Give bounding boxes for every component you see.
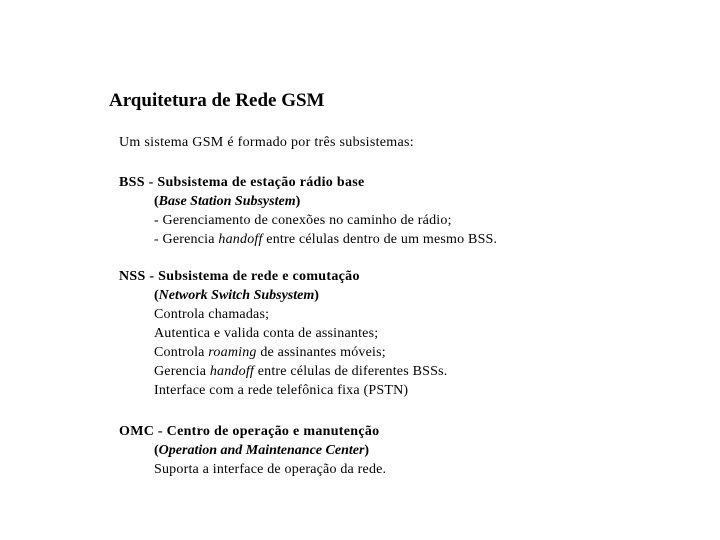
omc-english-name	[119, 441, 386, 460]
omc-english-text: Operation and Maintenance Center	[158, 443, 365, 458]
bss-line-2-em: handoff	[218, 232, 263, 247]
omc-line-1: Suporta a interface de operação da rede.	[154, 462, 387, 477]
nss-line-3-em: roaming	[208, 345, 257, 360]
omc-heading: OMC - Centro de operação e manutenção	[119, 424, 380, 439]
nss-line-4	[119, 362, 447, 381]
nss-paren-close: )	[314, 288, 319, 303]
nss-line-1: Controla chamadas;	[154, 307, 270, 322]
bss-line-2	[119, 230, 497, 249]
bss-heading: BSS - Subsistema de estação rádio base	[119, 175, 365, 190]
bss-line-1: - Gerenciamento de conexões no caminho de rádio;	[154, 213, 452, 228]
nss-english-text: Network Switch Subsystem	[158, 288, 315, 303]
omc-paren-close: )	[364, 443, 370, 458]
nss-section	[119, 267, 447, 400]
nss-line-4-post: entre células de diferentes BSSs.	[254, 364, 448, 379]
nss-paren-open: (	[154, 288, 159, 303]
nss-line-4-pre: Gerencia	[154, 364, 210, 379]
omc-paren-open: (	[154, 443, 159, 458]
bss-section	[119, 173, 497, 249]
intro-text: Um sistema GSM é formado por três subsistemas:	[119, 135, 414, 150]
nss-line-2: Autentica e valida conta de assinantes;	[154, 326, 379, 341]
bss-english-name	[119, 192, 497, 211]
nss-line-3-post: de assinantes móveis;	[256, 345, 386, 360]
page-title: Arquitetura de Rede GSM	[109, 90, 325, 111]
nss-line-5: Interface com a rede telefônica fixa (PSTN)	[154, 383, 409, 398]
nss-line-3-pre: Controla	[154, 345, 209, 360]
omc-section	[119, 422, 386, 479]
bss-line-2-post: entre células dentro de um mesmo BSS.	[262, 232, 498, 247]
nss-line-3	[119, 343, 447, 362]
bss-line-2-pre: - Gerencia	[154, 232, 219, 247]
nss-heading: NSS - Subsistema de rede e comutação	[119, 269, 360, 284]
bss-paren-open: (	[154, 194, 159, 209]
bss-paren-close: )	[295, 194, 301, 209]
nss-line-4-em: handoff	[209, 364, 255, 379]
nss-english-name	[119, 286, 447, 305]
bss-english-text: Base Station Subsystem	[158, 194, 296, 209]
